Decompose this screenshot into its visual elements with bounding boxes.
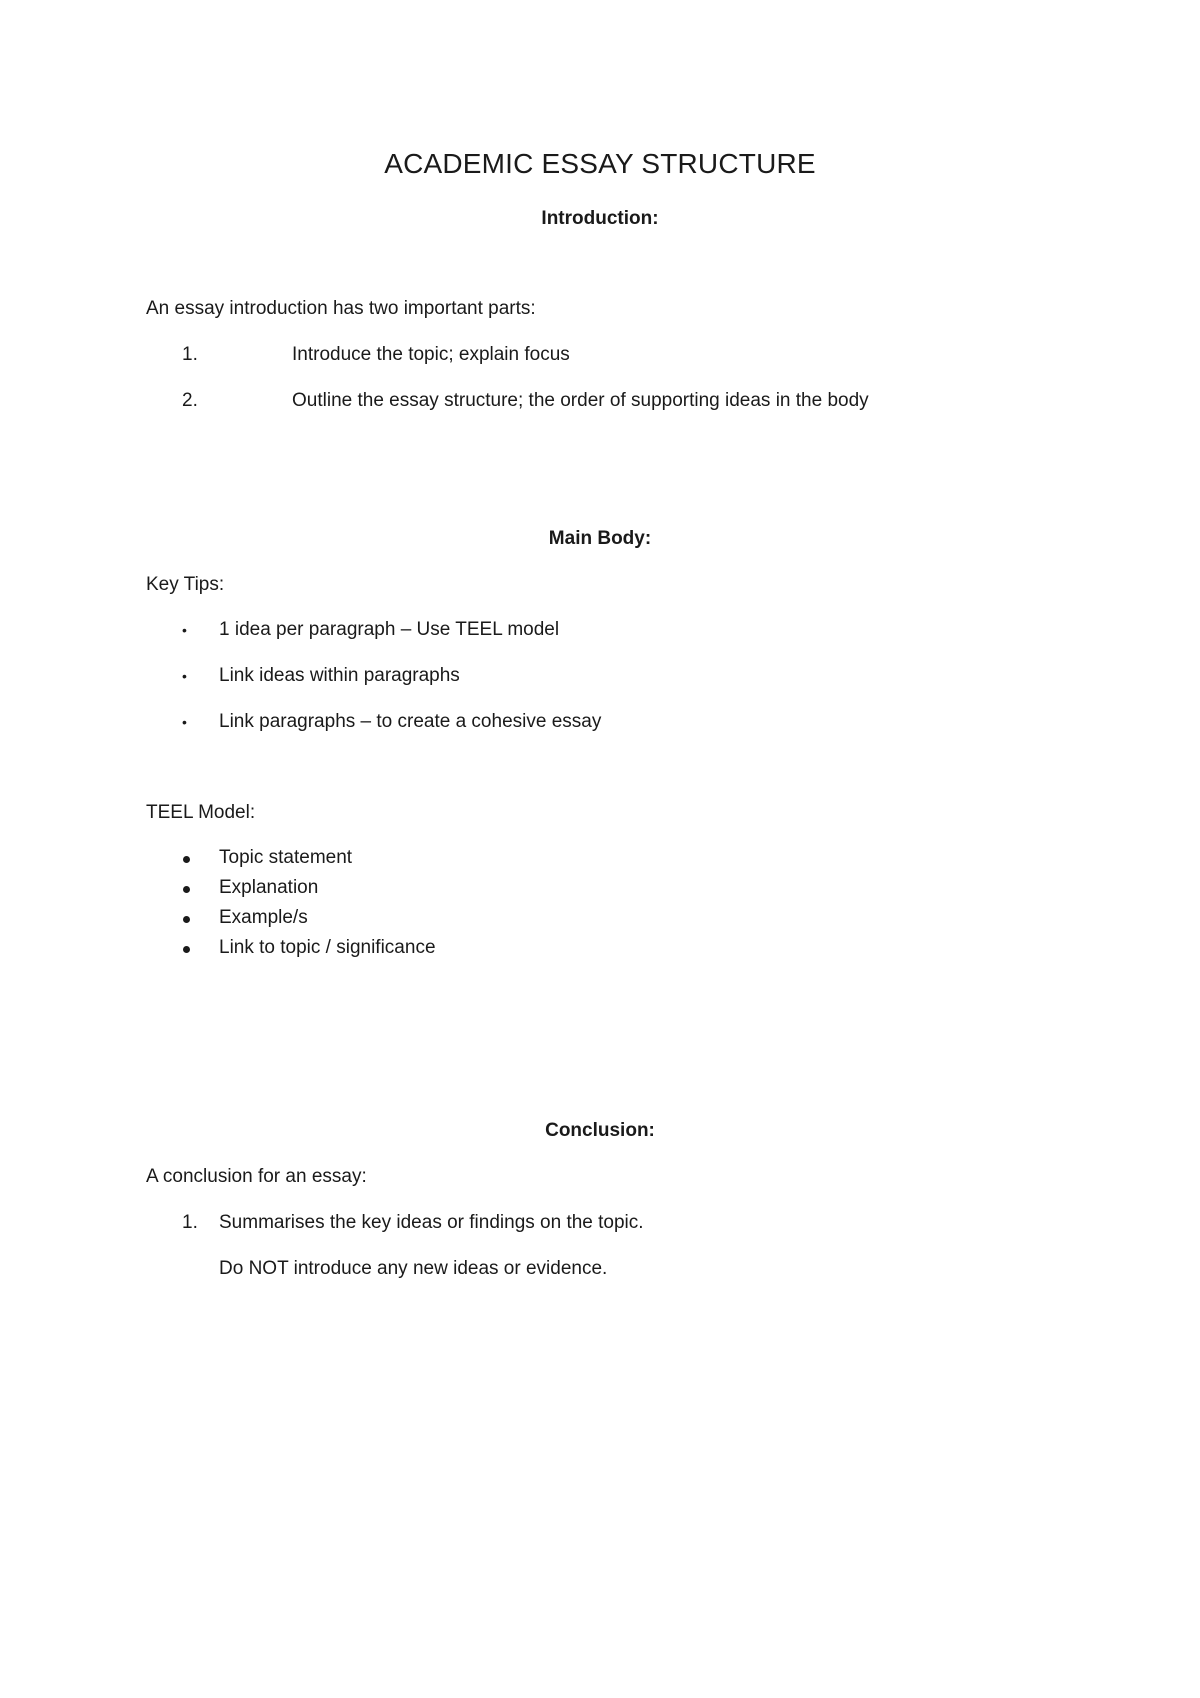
- intro-item-2-marker: 2.: [182, 390, 198, 411]
- teel-item-3-text: Example/s: [219, 907, 308, 928]
- teel-item-1-text: Topic statement: [219, 847, 353, 868]
- teel-label: TEEL Model:: [146, 802, 256, 823]
- teel-item-2-bullet: [183, 886, 190, 893]
- conclusion-item-1-text: Summarises the key ideas or findings on the topic.: [219, 1212, 644, 1233]
- main-body-heading: Main Body:: [548, 528, 652, 549]
- conclusion-lead: A conclusion for an essay:: [146, 1166, 367, 1187]
- teel-item-1-bullet: [183, 856, 190, 863]
- teel-item-2-text: Explanation: [219, 877, 319, 898]
- key-tip-3-text: Link paragraphs – to create a cohesive essay: [219, 711, 602, 732]
- page-title: ACADEMIC ESSAY STRUCTURE: [384, 148, 816, 179]
- introduction-heading: Introduction:: [541, 208, 659, 229]
- intro-item-2-text: Outline the essay structure; the order of supporting ideas in the body: [292, 390, 869, 411]
- introduction-lead: An essay introduction has two important parts:: [146, 298, 536, 319]
- conclusion-heading: Conclusion:: [545, 1120, 655, 1141]
- key-tip-1-bullet: •: [182, 622, 187, 638]
- key-tip-3-bullet: •: [182, 714, 187, 730]
- key-tip-2-text: Link ideas within paragraphs: [219, 665, 460, 686]
- conclusion-item-1-marker: 1.: [182, 1212, 198, 1233]
- intro-item-1-text: Introduce the topic; explain focus: [292, 344, 570, 365]
- key-tips-label: Key Tips:: [146, 574, 225, 595]
- intro-item-1-marker: 1.: [182, 344, 198, 365]
- teel-item-4-bullet: [183, 946, 190, 953]
- teel-item-3-bullet: [183, 916, 190, 923]
- conclusion-note: Do NOT introduce any new ideas or evidence.: [219, 1258, 608, 1279]
- key-tip-1-text: 1 idea per paragraph – Use TEEL model: [219, 619, 560, 640]
- key-tip-2-bullet: •: [182, 668, 187, 684]
- teel-item-4-text: Link to topic / significance: [219, 937, 436, 958]
